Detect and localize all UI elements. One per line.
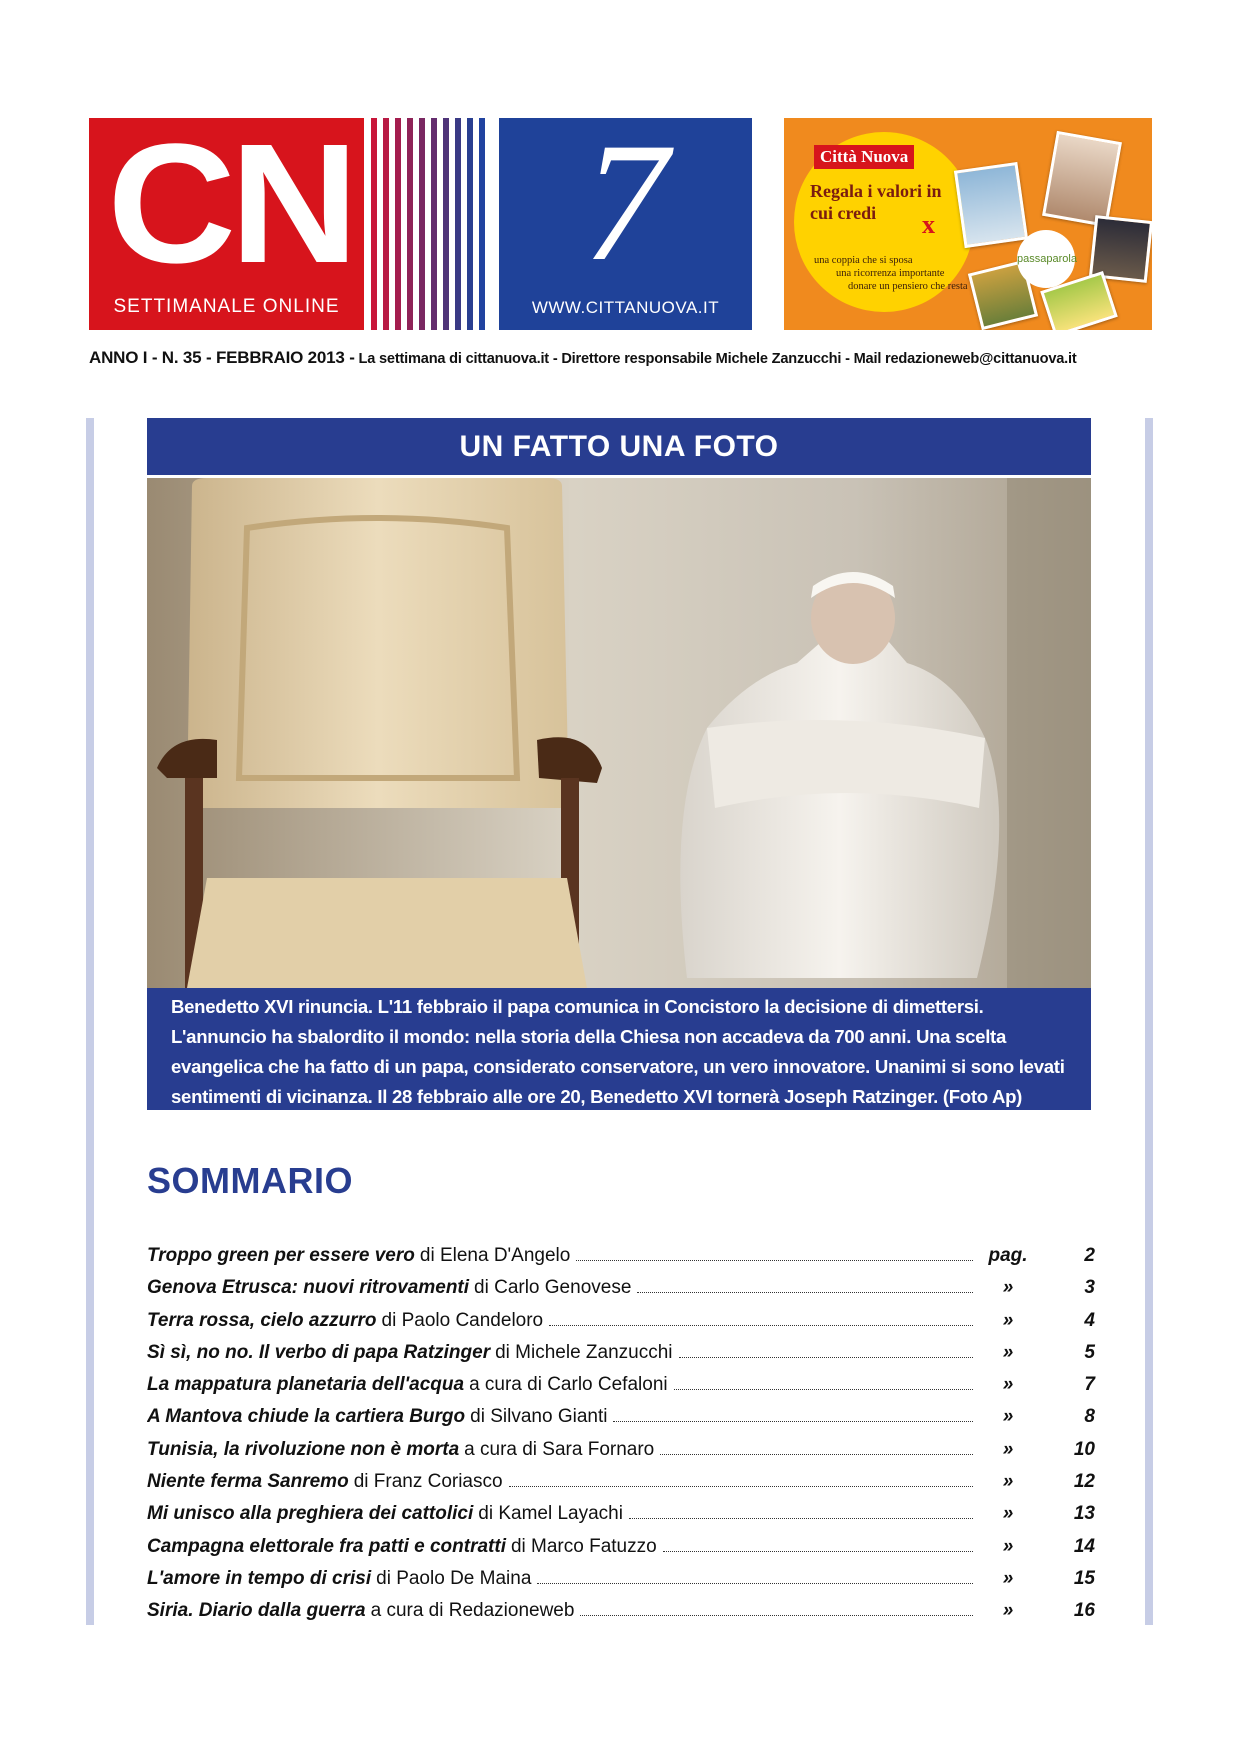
summary-title: SOMMARIO (147, 1160, 353, 1201)
advert-photo-card (1042, 131, 1122, 227)
page-prefix: » (1002, 1374, 1014, 1396)
advert-line: donare un pensiero che resta (848, 281, 968, 292)
page-prefix: » (1002, 1309, 1014, 1331)
page-prefix: » (1002, 1600, 1014, 1622)
summary-list (147, 1240, 1095, 1628)
logo-cn: CN (107, 109, 353, 299)
article-author: a cura di Redazioneweb (370, 1600, 575, 1622)
page-number: 12 (1073, 1471, 1095, 1493)
list-item[interactable] (147, 1466, 1095, 1498)
issue-info: ANNO I - N. 35 - FEBBRAIO 2013 - (89, 348, 355, 367)
stripes-graphic (369, 118, 489, 330)
article-title[interactable]: Terra rossa, cielo azzurro (147, 1309, 377, 1331)
advert-brand: Città Nuova (814, 145, 914, 169)
right-rule (1145, 418, 1153, 1625)
page-prefix: pag. (988, 1245, 1028, 1266)
info-line (89, 348, 1152, 368)
article-author: di Elena D'Angelo (419, 1245, 571, 1266)
advert-line: una ricorrenza importante (836, 268, 945, 279)
list-item[interactable] (147, 1401, 1095, 1433)
page-prefix: » (1002, 1503, 1014, 1525)
list-item[interactable] (147, 1531, 1095, 1563)
page-prefix: » (1002, 1406, 1014, 1428)
page-number: 8 (1084, 1406, 1095, 1428)
photo-illustration (147, 478, 1091, 988)
list-item[interactable] (147, 1595, 1095, 1627)
logo-block (89, 109, 364, 330)
article-title[interactable]: L'amore in tempo di crisi (147, 1567, 372, 1589)
advert-lines (814, 254, 984, 293)
page-prefix: » (1002, 1438, 1014, 1460)
page-prefix: » (1002, 1341, 1014, 1363)
article-author: di Kamel Layachi (478, 1503, 623, 1525)
page-number: 16 (1073, 1600, 1095, 1622)
list-item[interactable] (147, 1305, 1095, 1337)
leader-dots (580, 1614, 973, 1616)
stripes-decoration (369, 118, 489, 330)
leader-dots (660, 1453, 973, 1455)
advert-photo-card (954, 162, 1028, 248)
list-item[interactable] (147, 1498, 1095, 1530)
article-title[interactable]: Campagna elettorale fra patti e contratti (147, 1535, 506, 1557)
feature-caption: Benedetto XVI rinuncia. L'11 febbraio il papa comunica in Concistoro la decisione di dimettersi. L'annuncio ha sbalordito il mondo: nella storia della Chiesa non accadeva da 700 anni. Una scelta evangelica che ha fatto di un papa, considerato conservatore, un vero innovatore. Unanimi si sono levati sentimenti di vicinanza. Il 28 febbraio alle ore 20, Benedetto XVI tornerà Joseph Ratzinger. (Foto Ap) (147, 988, 1091, 1110)
article-author: di Carlo Genovese (474, 1277, 632, 1299)
leader-dots (663, 1550, 973, 1552)
article-title[interactable]: Troppo green per essere vero (147, 1245, 415, 1266)
page-number: 7 (1084, 1374, 1095, 1396)
article-author: di Michele Zanzucchi (495, 1341, 673, 1363)
issue-block (499, 108, 752, 330)
feature-heading: UN FATTO UNA FOTO (147, 418, 1091, 475)
leader-dots (509, 1485, 973, 1487)
page-prefix: » (1002, 1277, 1014, 1299)
list-item[interactable] (147, 1369, 1095, 1401)
advert-line: una coppia che si sposa (814, 255, 913, 266)
advert-mark: x (922, 210, 935, 239)
article-title[interactable]: La mappatura planetaria dell'acqua (147, 1374, 465, 1396)
logo-subtitle: SETTIMANALE ONLINE (113, 296, 340, 317)
article-title[interactable]: Siria. Diario dalla guerra (147, 1600, 366, 1622)
leader-dots (674, 1388, 973, 1390)
leader-dots (613, 1420, 973, 1422)
leader-dots (576, 1259, 973, 1261)
leader-dots (637, 1291, 973, 1293)
leader-dots (629, 1517, 973, 1519)
page-prefix: » (1002, 1567, 1014, 1589)
advert-headline: Regala i valori in cui credi (810, 181, 942, 223)
page-number: 4 (1084, 1309, 1095, 1331)
page-number: 15 (1073, 1567, 1095, 1589)
website-link[interactable]: WWW.CITTANUOVA.IT (531, 298, 720, 317)
advert-banner[interactable] (784, 118, 1152, 330)
leader-dots (679, 1356, 973, 1358)
left-rule (86, 418, 94, 1625)
article-author: di Silvano Gianti (470, 1406, 608, 1428)
page-number: 13 (1073, 1503, 1095, 1525)
list-item[interactable] (147, 1563, 1095, 1595)
article-author: a cura di Carlo Cefaloni (469, 1374, 668, 1396)
page-number: 5 (1084, 1341, 1095, 1363)
page-prefix: » (1002, 1471, 1014, 1493)
article-author: di Franz Coriasco (353, 1471, 503, 1493)
article-author: di Paolo De Maina (376, 1567, 532, 1589)
masthead-credits: La settimana di cittanuova.it - Direttore responsabile Michele Zanzucchi - Mail redazioneweb@cittanuova.it (358, 351, 1077, 367)
list-item[interactable] (147, 1272, 1095, 1304)
article-author: di Marco Fatuzzo (510, 1535, 657, 1557)
leader-dots (549, 1324, 973, 1326)
article-author: di Paolo Candeloro (381, 1309, 544, 1331)
leader-dots (537, 1582, 973, 1584)
article-title[interactable]: Mi unisco alla preghiera dei cattolici (147, 1503, 474, 1525)
advert-badge: passaparola (1017, 230, 1075, 288)
article-title[interactable]: Niente ferma Sanremo (147, 1471, 349, 1493)
page-number: 3 (1084, 1277, 1095, 1299)
page-number: 14 (1073, 1535, 1095, 1557)
article-title[interactable]: A Mantova chiude la cartiera Burgo (147, 1406, 466, 1428)
issue-number: 7 (583, 108, 668, 296)
page-prefix: » (1002, 1535, 1014, 1557)
list-item[interactable] (147, 1434, 1095, 1466)
article-author: a cura di Sara Fornaro (464, 1438, 655, 1460)
article-title[interactable]: Tunisia, la rivoluzione non è morta (147, 1438, 460, 1460)
list-item[interactable] (147, 1337, 1095, 1369)
masthead (89, 108, 1152, 330)
page-number: 2 (1084, 1245, 1095, 1266)
article-title[interactable]: Sì sì, no no. Il verbo di papa Ratzinger (147, 1341, 491, 1363)
page-number: 10 (1073, 1438, 1095, 1460)
article-title[interactable]: Genova Etrusca: nuovi ritrovamenti (147, 1277, 470, 1299)
feature-photo (147, 478, 1091, 988)
list-item[interactable] (147, 1240, 1095, 1272)
